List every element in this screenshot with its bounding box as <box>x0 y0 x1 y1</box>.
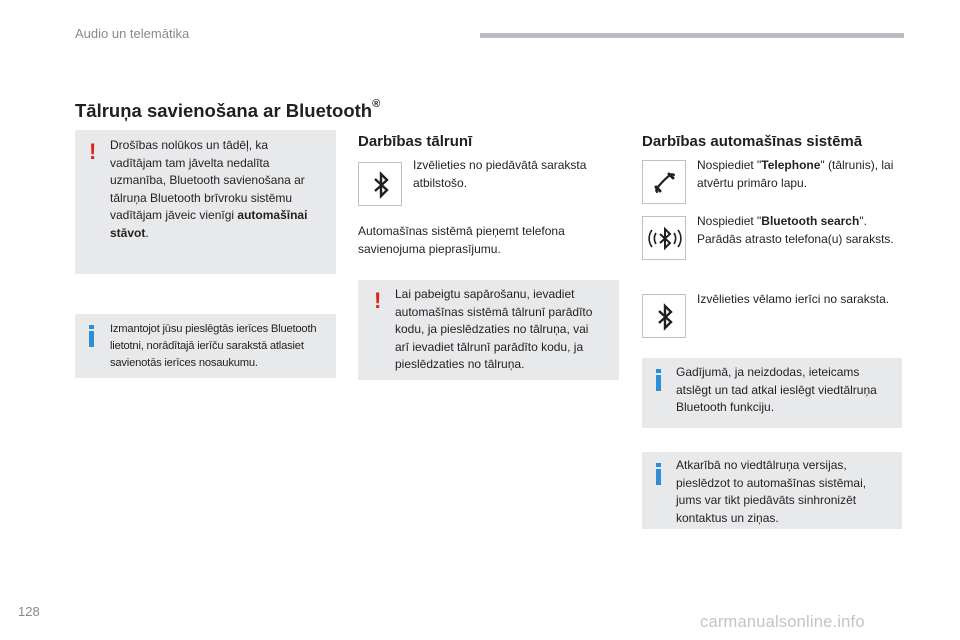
bold-text: Bluetooth search <box>761 214 860 228</box>
header-divider-bar <box>480 33 904 38</box>
page-title-text: Tālruņa savienošana ar Bluetooth <box>75 100 373 121</box>
bold-text: Telephone <box>761 158 821 172</box>
registered-mark: ® <box>372 98 381 110</box>
text-line: pieslēdzot to automašīnas sistēmai, <box>676 475 867 490</box>
text-line <box>110 207 332 225</box>
text-segment: ". <box>859 214 867 228</box>
left-warning-text <box>110 137 332 242</box>
text-line: Gadījumā, ja neizdodas, ieteicams <box>676 365 860 379</box>
header-section-title: Audio un telemātika <box>75 26 190 41</box>
phone-icon-box <box>642 160 686 204</box>
right-step2-text <box>697 213 907 248</box>
right-step3-text <box>697 291 907 309</box>
bluetooth-icon-box <box>642 294 686 338</box>
bluetooth-icon <box>359 163 403 207</box>
text-segment: vadītājam jāveic vienīgi <box>110 208 238 222</box>
text-line: lietotni, norādītajā ierīču sarakstā atlasiet <box>110 340 304 352</box>
watermark-text: carmanualsonline.info <box>700 613 865 631</box>
left-warning-box <box>75 130 336 274</box>
middle-warning-box <box>358 280 619 380</box>
right-info-box-2 <box>642 452 902 529</box>
text-line: pieslēdzaties no tālruņa. <box>395 357 525 371</box>
right-step1-text <box>697 157 907 192</box>
text-line: atvērtu primāro lapu. <box>697 175 808 190</box>
page-number: 128 <box>18 604 40 619</box>
text-line: automašīnas sistēmā tālrunī parādīto <box>395 304 593 319</box>
text-line <box>110 225 332 243</box>
left-info-box <box>75 314 336 378</box>
middle-step2-text <box>358 223 618 258</box>
text-line: Izvēlieties vēlamo ierīci no saraksta. <box>697 292 890 306</box>
right-section-title: Darbības automašīnas sistēmā <box>642 133 863 150</box>
text-line: tālruņa Bluetooth brīvroku sistēmu <box>110 190 293 205</box>
text-line: Izvēlieties no piedāvātā saraksta <box>413 158 587 172</box>
text-segment: " (tālrunis), lai <box>820 158 894 172</box>
text-line <box>697 213 907 231</box>
bold-text: automašīnai <box>237 208 308 222</box>
text-line: Bluetooth funkciju. <box>676 400 775 414</box>
text-line <box>697 157 907 175</box>
text-line: atbilstošo. <box>413 175 468 190</box>
text-line: arī ievadiet tālrunī parādīto kodu, ja <box>395 339 584 354</box>
text-line: uzmanība, Bluetooth savienošana ar <box>110 173 305 187</box>
text-line: Atkarībā no viedtālruņa versijas, <box>676 458 847 472</box>
bold-text: stāvot <box>110 225 146 240</box>
middle-section-title: Darbības tālrunī <box>358 133 473 150</box>
bluetooth-icon <box>643 295 687 339</box>
text-line: kodu, ja pieslēdzaties no tālruņa, vai <box>395 322 589 336</box>
right-info-text-1 <box>676 364 900 417</box>
text-line: Lai pabeigtu sapārošanu, ievadiet <box>395 287 575 301</box>
text-line: Parādās atrasto telefona(u) saraksts. <box>697 231 894 246</box>
text-line: Izmantojot jūsu pieslēgtās ierīces Bluetooth <box>110 323 317 335</box>
text-segment: Nospiediet " <box>697 214 762 228</box>
bluetooth-icon-box <box>358 162 402 206</box>
page-title <box>75 100 380 122</box>
text-line: atslēgt un tad atkal ieslēgt viedtālruņa <box>676 382 877 397</box>
text-line: Drošības nolūkos un tādēļ, ka <box>110 138 269 152</box>
text-segment: Nospiediet " <box>697 158 762 172</box>
text-line: savienotās ierīces nosaukumu. <box>110 357 258 369</box>
text-line: savienojuma pieprasījumu. <box>358 241 501 256</box>
middle-warning-text <box>395 286 617 374</box>
bluetooth-search-icon <box>643 217 687 261</box>
bluetooth-search-icon-box <box>642 216 686 260</box>
left-info-text <box>110 321 334 372</box>
text-line: Automašīnas sistēmā pieņemt telefona <box>358 224 565 238</box>
text-line: vadītājam tam jāvelta nedalīta <box>110 155 270 170</box>
warning-icon: ! <box>374 288 382 313</box>
warning-icon: ! <box>89 139 97 164</box>
text-line: jums var tikt piedāvāts sinhronizēt <box>676 493 857 507</box>
right-info-box-1 <box>642 358 902 428</box>
phone-icon <box>643 161 687 205</box>
text-line: kontaktus un ziņas. <box>676 510 779 525</box>
middle-step1-text <box>413 157 613 192</box>
right-info-text-2 <box>676 457 900 527</box>
text-segment: . <box>145 225 149 240</box>
